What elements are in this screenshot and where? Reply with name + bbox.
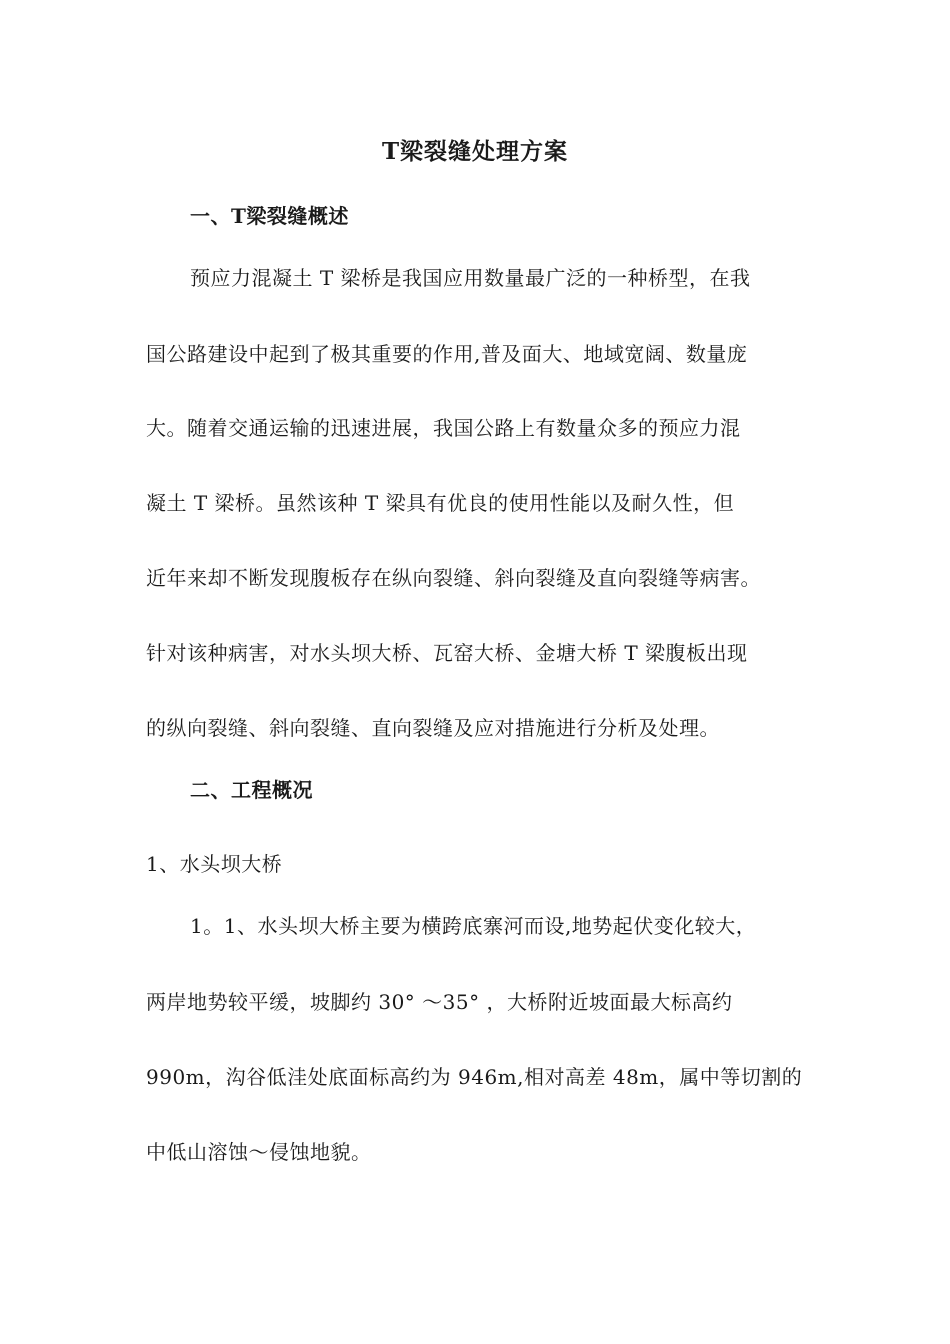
paragraph-line: 大。随着交通运输的迅速进展，我国公路上有数量众多的预应力混: [146, 416, 741, 440]
paragraph-line: 的纵向裂缝、斜向裂缝、直向裂缝及应对措施进行分析及处理。: [146, 716, 720, 740]
section-heading-overview: 一、T梁裂缝概述: [190, 204, 349, 228]
paragraph-line: 预应力混凝土 T 梁桥是我国应用数量最广泛的一种桥型，在我: [190, 266, 751, 290]
paragraph-line: 1。1、水头坝大桥主要为横跨底寨河而设,地势起伏变化较大，: [190, 914, 757, 938]
section-heading-project: 二、工程概况: [190, 778, 313, 802]
paragraph-line: 两岸地势较平缓，坡脚约 30° ～35° ，大桥附近坡面最大标高约: [146, 990, 733, 1014]
paragraph-line: 国公路建设中起到了极其重要的作用,普及面大、地域宽阔、数量庞: [146, 342, 748, 366]
subheading-bridge: 1、水头坝大桥: [146, 852, 283, 876]
paragraph-line: 中低山溶蚀～侵蚀地貌。: [146, 1140, 372, 1164]
document-title: T梁裂缝处理方案: [381, 138, 569, 165]
paragraph-line: 针对该种病害，对水头坝大桥、瓦窑大桥、金塘大桥 T 梁腹板出现: [146, 641, 748, 665]
paragraph-line: 近年来却不断发现腹板存在纵向裂缝、斜向裂缝及直向裂缝等病害。: [146, 566, 761, 590]
paragraph-line: 凝土 T 梁桥。虽然该种 T 梁具有优良的使用性能以及耐久性，但: [146, 491, 735, 515]
paragraph-line: 990m，沟谷低洼处底面标高约为 946m,相对高差 48m，属中等切割的: [146, 1065, 803, 1089]
